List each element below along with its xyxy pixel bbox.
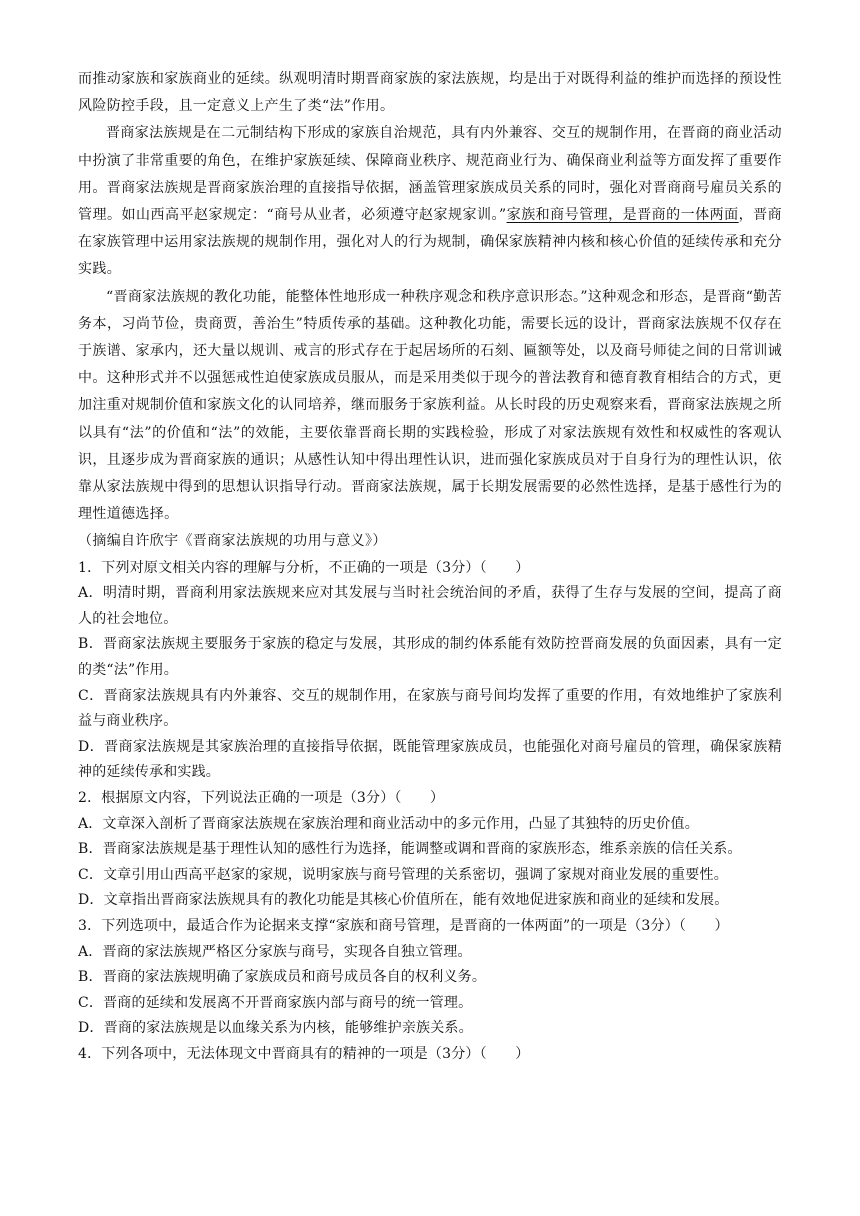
question-4 — [78, 1042, 782, 1068]
passage-paragraph-2-text: 晋商家法族规是在二元制结构下形成的家族自治规范，具有内外兼容、交互的规制作用，在晋商的商业活动中扮演了非常重要的角色，在维护家族延续、保障商业秩序、规范商业行为、确保商业利益等方面发挥了重要作用。晋商家法族规是晋商家族治理的直接指导依据，涵盖管理家族成员关系的同时，强化对晋商商号雇员关系的管理。如山西高平赵家规定：“商号从业者，必须遵守赵家规家训。” — [78, 125, 782, 224]
question-1 — [78, 556, 782, 786]
passage-paragraph-1: 而推动家族和家族商业的延续。纵观明清时期晋商家族的家法族规，均是出于对既得利益的维护而选择的预设性风险防控手段，且一定意义上产生了类“法”作用。 — [78, 71, 782, 115]
question-3 — [78, 914, 782, 1042]
question-stem: 1．下列对原文相关内容的理解与分析，不正确的一项是（3分）（ ） — [78, 559, 530, 576]
option-b: B．晋商家法族规是基于理性认知的感性行为选择，能调整或调和晋商的家族形态，维系亲族的信任关系。 — [78, 841, 742, 858]
question-stem: 4．下列各项中，无法体现文中晋商具有的精神的一项是（3分）（ ） — [78, 1045, 530, 1062]
passage-paragraph-2-tail: ，晋商在家族管理中运用家法族规的规制作用，强化对人的行为规制，确保家族精神内核和核心价值的延续传承和充分实践。 — [78, 207, 782, 278]
option-b: B．晋商家法族规主要服务于家族的稳定与发展，其形成的制约体系能有效防控晋商发展的负面因素，具有一定的类“法”作用。 — [78, 636, 782, 679]
option-c: C．文章引用山西高平赵家的家规，说明家族与商号管理的关系密切，强调了家规对商业发展的重要性。 — [78, 866, 728, 883]
option-d: D．文章指出晋商家法族规具有的教化功能是其核心价值所在，能有效地促进家族和商业的延续和发展。 — [78, 892, 729, 909]
question-list — [78, 556, 782, 1068]
option-a: A．明清时期，晋商利用家法族规来应对其发展与当时社会统治间的矛盾，获得了生存与发展的空间，提高了商人的社会地位。 — [78, 585, 782, 627]
reading-passage — [78, 66, 782, 556]
question-stem: 2．根据原文内容，下列说法正确的一项是（3分）（ ） — [78, 790, 445, 806]
passage-source: （摘编自许欣宇《晋商家法族规的功用与意义》） — [78, 533, 387, 550]
option-a: A．文章深入剖析了晋商家法族规在家族治理和商业活动中的多元作用，凸显了其独特的历史价值。 — [78, 815, 699, 832]
passage-paragraph-2 — [78, 120, 782, 283]
option-d: D．晋商家法族规是其家族治理的直接指导依据，既能管理家族成员，也能强化对商号雇员的管理，确保家族精神的延续传承和实践。 — [78, 738, 782, 781]
option-c: C．晋商家法族规具有内外兼容、交互的规制作用，在家族与商号间均发挥了重要的作用，有效地维护了家族利益与商业秩序。 — [78, 687, 782, 730]
option-b: B．晋商的家法族规明确了家族成员和商号成员各自的权利义务。 — [78, 969, 487, 986]
underlined-key-sentence: 家族和商号管理，是晋商的一体两面 — [506, 207, 739, 224]
question-2 — [78, 786, 782, 914]
option-c: C．晋商的延续和发展离不开晋商家族内部与商号的统一管理。 — [78, 994, 473, 1011]
option-d: D．晋商的家法族规是以血缘关系为内核，能够维护亲族关系。 — [78, 1020, 473, 1037]
option-a: A．晋商的家法族规严格区分家族与商号，实现各自独立管理。 — [78, 943, 472, 960]
passage-paragraph-3: “晋商家法族规的教化功能，能整体性地形成一种秩序观念和秩序意识形态。”这种观念和形态，是晋商“勤苦务本，习尚节俭，贵商贾，善治生”特质传承的基础。这种教化功能，需要长远的设计，晋商家法族规不仅存在于族谱、家承内，还大量以规训、戒言的形式存在于起居场所的石刻、匾额等处，以及商号师徒之间的日常训诫中。这种形式并不以强惩戒性迫使家族成员服从，而是采用类似于现今的普法教育和德育教育相结合的方式，更加注重对规制价值和家族文化的认同培养，继而服务于家族利益。从长时段的历史观察来看，晋商家法族规之所以具有“法”的价值和“法”的效能，主要依靠晋商长期的实践检验，形成了对家法族规有效性和权威性的客观认识，且逐步成为晋商家族的通识；从感性认知中得出理性认识，进而强化家族成员对于自身行为的理性认识，依靠从家法族规中得到的思想认识指导行动。晋商家法族规，属于长期发展需要的必然性选择，是基于感性行为的理性道德选择。 — [78, 288, 782, 523]
question-stem: 3．下列选项中，最适合作为论据来支撑“家族和商号管理，是晋商的一体两面”的一项是（3分）（ ） — [78, 917, 729, 934]
